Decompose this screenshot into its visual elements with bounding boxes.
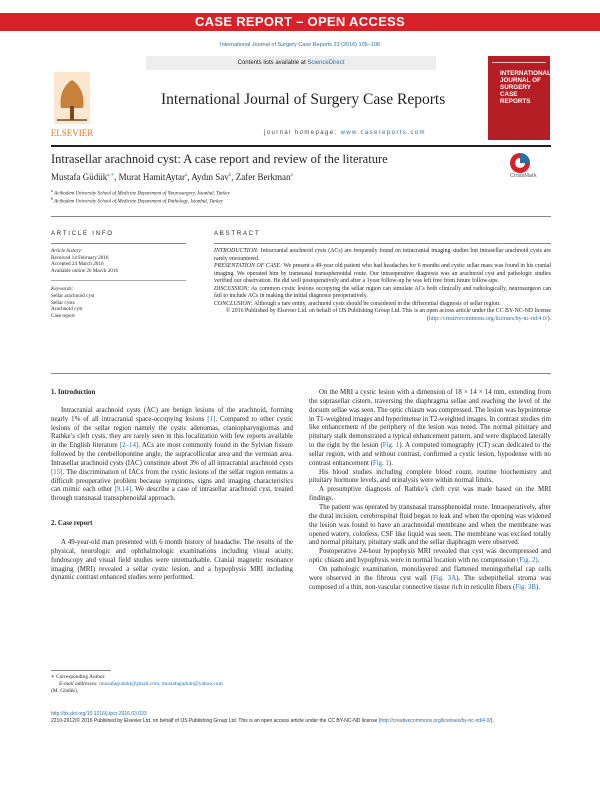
abstract-section: INTRODUCTION: Intracranial arachnoid cysts (ACs) are frequently found on intracranial imaging studies but intrasellar arachnoid cysts are rarely encountered. <box>214 248 551 262</box>
paragraph: Postoperative 24-hour hypophysis MRI revealed that cyst was decompressed and optic chiasm and hypophysis were in normal location with no compression (Fig. 2). <box>309 548 551 565</box>
author[interactable]: Murat HamitAytar$^a$, <box>118 172 192 182</box>
journal-citation[interactable]: International Journal of Surgery Case Reports 23 (2016) 105–108 <box>220 42 380 48</box>
reference-link[interactable]: [15] <box>51 468 63 476</box>
keyword: Case report <box>51 312 75 319</box>
homepage-link[interactable]: www.casereports.com <box>340 130 426 136</box>
author[interactable]: Aydın Sav$^b$, <box>191 172 236 182</box>
journal-header <box>51 56 484 146</box>
divider <box>214 243 551 244</box>
reference-link[interactable]: (Fig. 2) <box>517 557 538 565</box>
divider <box>51 243 186 244</box>
contents-bar: Contents lists available at ScienceDirect <box>146 56 436 70</box>
open-access-banner: CASE REPORT – OPEN ACCESS <box>0 13 600 31</box>
history-item: Available online 26 March 2016 <box>51 267 119 274</box>
author-list <box>51 172 293 182</box>
cover-title: INTERNATIONAL JOURNAL OF SURGERY CASE REPORTS <box>500 70 551 105</box>
paragraph: A 49-year-old man presented with 6 month history of headache. The results of the physical, neurologic and ophthalmologic examinations including visual acuity, fundoscopy and visual field studies were unremarkable. Cranial magnetic resonance imaging (MRI) revealed a sellar cystic lesion, and a hypophysis MRI including dynamic contrast enhanced studies were performed. <box>51 538 293 582</box>
abstract-section: CONCLUSION: Although a rare entity, arachnoid cysts should be considered in the differential diagnosis of sellar region. <box>214 300 501 307</box>
left-column <box>51 389 293 583</box>
reference-link[interactable]: [9,14] <box>114 486 132 494</box>
section-heading: 1. Introduction <box>51 389 96 396</box>
elsevier-logo-icon <box>51 72 93 142</box>
reference-link[interactable]: Fig. 1 <box>372 459 389 467</box>
email-link[interactable]: mustafagudukl@gmail.com, mustafagudukl@yahoo.com <box>99 680 223 687</box>
abstract-license: © 2016 Published by Elsevier Ltd. on behalf of IJS Publishing Group Ltd. This is an open access article under the CC BY-NC-ND license (http://creativecommons.org/licenses/by-nc-nd/4.0/). <box>225 308 551 322</box>
abstract-heading: ABSTRACT <box>214 231 261 237</box>
affiliation: $^a$ Acibadem University School of Medicine Department of Neurosurgery, Istanbul, Turkey <box>51 188 230 197</box>
abstract-section: DISCUSSION: As common cystic lesions occupying the sellar region can simulate ACs both clinically and radiologically, neurosurgeon can fail to include ACs in making the initial diagnosis preoperatively. <box>214 285 551 299</box>
svg-text:ELSEVIER: ELSEVIER <box>51 128 93 138</box>
reference-link[interactable]: [2–14] <box>119 442 139 450</box>
journal-homepage: journal homepage: www.casereports.com <box>264 130 426 136</box>
history-item: Received 14 February 2016 <box>51 254 109 261</box>
header-divider <box>51 145 551 147</box>
reference-link[interactable]: Fig. 3B <box>515 583 536 591</box>
abstract-body <box>214 248 551 323</box>
paragraph: On the MRI a cystic lesion with a dimension of 18 × 14 × 14 mm, extending from the suprasellar cistern, traversing the diaphragma sellae and reaching the level of the dorsum sellae was seen. The optic chiasm was compressed. The lesion was hypointense in T1-weighted images and hyperintense in T2-weighted images. In contrast studies rim like enhancement of the periphery of the lesion was noted. The normal pituitary and pituitary stalk demonstrated a typical enhancement pattern, and were displaced laterally to the right by the lesion (Fig. 1). A computed tomography (CT) scan dedicated to the sellar region, with and without contrast, confirmed a cystic lesion, hypodense with no contrast enhancement (Fig. 1). <box>309 389 552 467</box>
paragraph: His blood studies including complete blood count, routine biochemistry and pituitary hormone levels, and urinalysis were within normal limits. <box>309 468 551 485</box>
article-info-heading: ARTICLE INFO <box>51 231 114 237</box>
reference-link[interactable]: Fig. 3A <box>432 574 457 582</box>
paragraph: On pathologic examination, monolayered and flattened meningothelial cap cells were observed in the fibrous cyst wall (Fig. 3A). The subepithelial stroma was composed of a thin, non-vascular connective tissue rich in reticulin fibers (Fig. 3B). <box>309 565 551 591</box>
reference-link[interactable]: Fig. 1 <box>382 442 400 450</box>
keyword: Sellar cysts <box>51 299 75 306</box>
divider <box>51 216 551 217</box>
paragraph: A presumptive diagnosis of Rathke’s cleft cyst was made based on the MRI findings. <box>309 486 551 503</box>
section-heading: 2. Case report <box>51 520 93 528</box>
doi-link[interactable]: http://dx.doi.org/10.1016/j.ijscr.2016.03.033 <box>51 711 147 717</box>
license-link[interactable]: http://creativecommons.org/licenses/by-nc-nd/4.0/ <box>428 315 548 322</box>
divider <box>51 280 186 281</box>
keyword: Sellar arachnoid cyst <box>51 292 95 299</box>
divider <box>51 373 551 374</box>
journal-cover-thumbnail <box>488 56 550 140</box>
footnote: ∗ Corresponding Author. E-mail addresses: mustafagudukl@gmail.com, mustafagudukl@yahoo.com (M. Güdük). <box>51 674 223 694</box>
abstract-section: PRESENTATION OF CASE: We present a 49-year old patient who had headaches for 6 months and cystic sellar mass was found in his cranial imaging. We operated him by transnasal transsphenoidal route. Our intraoperative diagnosis was an arachnoid cyst and pathologic studies verified our observation. He did well postoperatively and after a 1year follow-up he was left free from future follow-ups. <box>214 263 551 284</box>
crossmark-icon[interactable] <box>506 149 552 179</box>
svg-text:CrossMark: CrossMark <box>510 173 537 179</box>
history-item: Accepted 24 March 2016 <box>51 261 104 268</box>
page-footer: http://dx.doi.org/10.1016/j.ijscr.2016.03.033 2210-2612/© 2016 Published by Elsevier Ltd. on behalf of IJS Publishing Group Ltd. This is an open access article under the CC BY-NC-ND license (http://creativecommons.org/licenses/by-nc-nd/4.0/). <box>51 711 551 724</box>
author[interactable]: Zafer Berkman$^a$ <box>235 172 293 182</box>
reference-link[interactable]: [1] <box>207 415 216 423</box>
footnote-divider <box>51 670 111 671</box>
keyword: Arachnoid cyst <box>51 306 83 313</box>
journal-title: International Journal of Surgery Case Reports <box>161 91 446 108</box>
paragraph: The patient was operated by transnasal transsphenoidal route. Intraoperatively, after the dural incision, cerebrospinal fluid began to leak and when the opening was widened the lesion was found to have an arachnoidal membrane and when the membrane was opened watery, colorless, CSF like liquid was seen. The membrane was excised totally and normal pituitary, pituitary stalk and the sellar diaphragm were observed. <box>309 503 551 547</box>
affiliation: $^b$ Acibadem University School of Medicine Department of Pathology, Istanbul, Turkey <box>51 196 223 205</box>
license-link[interactable]: http://creativecommons.org/licenses/by-nc-nd/4.0/ <box>380 717 491 724</box>
author[interactable]: Mustafa Güdük$^{a,∗}$, <box>51 172 119 182</box>
article-title: Intrasellar arachnoid cyst: A case report and review of the literature <box>51 152 388 166</box>
article-info: Article history: Received 14 February 2016 Accepted 24 March 2016 Available online 26 March 2016 Keywords: Sellar arachnoid cyst Sellar cysts Arachnoid cyst Case report <box>51 248 186 319</box>
paragraph: Intracranial arachnoid cysts (AC) are benign lesions of the arachnoid, forming nearly 1% of all intracranial space-occupying lesions [1]. Compared to other cystic lesions of the sellar region namely the cystic adenomas, craniopharyngiomas and Rathke’s cleft cysts, they are rarely seen in this localization with few reports available in the English literature [2–14]. ACs are most commonly found in the Sylvian fissure followed by the cerebellopontine angle, the supracollicular area and the vermian area. Intrasellar arachnoid cysts (IAC) constitute about 3% of all intracranial arachnoid cysts [15]. The discrimination of IACs from the cystic lesions of the sellar region remains a difficult preoperative problem because symptoms, signs and imaging characteristics can mimic each other [9,14]. We describe a case of intrasellar arachnoid cyst, treated through transnasal transsphenoidal approach. <box>51 406 293 503</box>
right-column <box>309 389 551 592</box>
sciencedirect-link[interactable]: ScienceDirect <box>307 60 345 66</box>
